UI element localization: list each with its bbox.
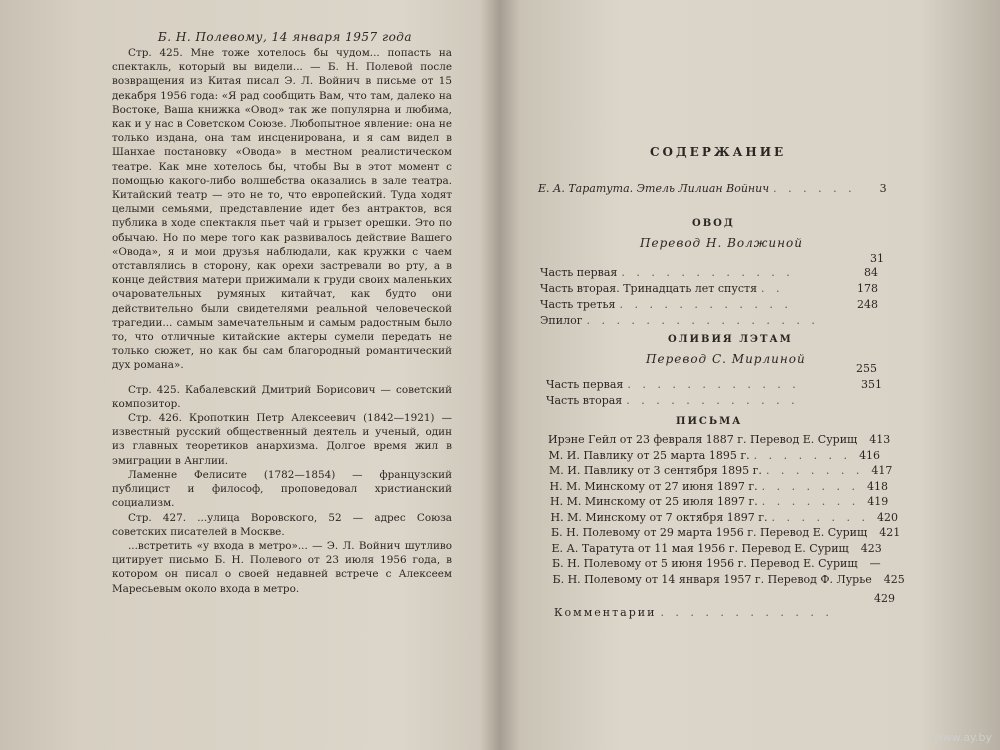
- toc-row: [546, 378, 882, 391]
- toc-leader: . . . . . . . . . . . .: [619, 298, 792, 311]
- section-heading-ovod: ОВОД: [692, 218, 735, 229]
- toc-page: 31: [870, 252, 884, 265]
- letter-toc-row: [551, 526, 901, 539]
- toc-page: 84: [864, 266, 878, 279]
- toc-leader: . . . . . . . . . . . .: [621, 266, 794, 279]
- toc-label: Б. Н. Полевому от 14 января 1957 г. Перевод Ф. Лурье: [552, 572, 872, 586]
- toc-label: Часть третья: [540, 298, 616, 311]
- toc-page: 417: [871, 464, 893, 477]
- toc-page: 423: [860, 541, 882, 555]
- toc-label: Н. М. Минскому от 25 июля 1897 г.: [550, 495, 758, 508]
- commentary-paragraph: ...встретить «у входа в метро»... — Э. Л. Войнич шутливо цитирует письмо Б. Н. Полевого от 23 июля 1956 года, в котором он писал о своей недавней встрече с Алексеем Маресьевым около входа в метро.: [112, 539, 452, 595]
- toc-leader: . . . . . . .: [765, 464, 864, 477]
- toc-leader: . . . . . . .: [771, 510, 869, 524]
- toc-leader: . . . . . . . . . . . . . . . .: [586, 314, 819, 327]
- toc-page: 429: [874, 592, 895, 605]
- toc-label: Е. А. Таратута от 11 мая 1956 г. Перевод Е. Сурищ: [551, 541, 849, 555]
- toc-label: Ирэне Гейл от 23 февраля 1887 г. Перевод Е. Сурищ: [548, 433, 858, 446]
- toc-page: 248: [857, 298, 878, 311]
- watermark: www.ay.by: [933, 731, 992, 744]
- toc-row: [540, 314, 878, 327]
- toc-page: 425: [883, 572, 905, 586]
- toc-row: [540, 298, 878, 311]
- toc-label: Б. Н. Полевому от 5 июня 1956 г. Перевод Е. Сурищ: [552, 557, 858, 570]
- toc-label: М. И. Павлику от 3 сентября 1895 г.: [549, 464, 762, 477]
- toc-label: Комментарии: [554, 606, 657, 619]
- toc-page: 419: [867, 495, 889, 508]
- toc-label: М. И. Павлику от 25 марта 1895 г.: [548, 448, 750, 462]
- toc-label: Б. Н. Полевому от 29 марта 1956 г. Перевод Е. Сурищ: [551, 526, 868, 539]
- toc-label: Е. А. Таратута. Этель Лилиан Войнич: [538, 182, 770, 195]
- right-page: [500, 0, 980, 750]
- toc-leader: . . . . . . . . . . . .: [626, 394, 799, 407]
- toc-page: 178: [857, 282, 878, 295]
- commentary-paragraph: Стр. 426. Кропоткин Петр Алексеевич (1842—1921) — известный русский общественный деятель и ученый, один из главных теоретиков анархизма. Долгое время жил в эмиграции в Англии.: [112, 412, 452, 467]
- toc-row: [540, 282, 878, 295]
- toc-page: 420: [877, 510, 898, 524]
- toc-row: [538, 182, 887, 195]
- commentary-paragraph: Ламенне Фелисите (1782—1854) — французский публицист и философ, проповедовал христианский социализм.: [112, 468, 452, 510]
- commentary-paragraph: Стр. 425. Кабалевский Дмитрий Борисович — советский композитор.: [112, 383, 452, 410]
- toc-page: 255: [856, 362, 877, 375]
- letter-toc-row: [550, 510, 898, 524]
- toc-row: [554, 606, 884, 619]
- left-page: [0, 0, 480, 750]
- contents-title: СОДЕРЖАНИЕ: [650, 145, 787, 159]
- toc-leader: . . . . . . .: [761, 479, 860, 493]
- commentary-text: [112, 46, 452, 596]
- toc-leader: . . . . . . . . . . . .: [660, 606, 833, 619]
- letter-toc-row: [548, 433, 891, 446]
- toc-page: 3: [879, 182, 887, 195]
- toc-label: Часть первая: [540, 266, 618, 279]
- toc-leader: . .: [761, 282, 784, 295]
- toc-label: Н. М. Минскому от 27 июня 1897 г.: [549, 479, 758, 493]
- translator-credit: Перевод Н. Волжиной: [640, 236, 803, 250]
- toc-leader: . . . . . . . . . . . .: [627, 378, 800, 391]
- toc-page: —: [869, 557, 881, 570]
- toc-leader: . . . . . . .: [761, 495, 860, 508]
- letter-toc-row: [549, 479, 889, 493]
- toc-page: 416: [859, 448, 881, 462]
- toc-page: 413: [869, 433, 891, 446]
- toc-leader: . . . . . .: [773, 182, 856, 195]
- letter-toc-row: [550, 495, 889, 508]
- page-running-header: Б. Н. Полевому, 14 января 1957 года: [157, 30, 413, 44]
- letter-toc-row: [549, 449, 881, 462]
- toc-page: 421: [879, 526, 901, 539]
- toc-row: [546, 394, 882, 407]
- toc-label: Эпилог: [540, 314, 583, 327]
- toc-page: 418: [867, 479, 889, 493]
- translator-credit: Перевод С. Мирлиной: [646, 352, 806, 366]
- toc-row: [540, 266, 878, 279]
- toc-label: Часть первая: [546, 378, 624, 391]
- section-heading-letters: ПИСЬМА: [676, 416, 743, 427]
- letter-toc-row: [549, 464, 893, 477]
- section-heading-olivia: ОЛИВИЯ ЛЭТАМ: [668, 334, 793, 345]
- toc-label: Часть вторая: [546, 394, 623, 407]
- toc-leader: . . . . . . .: [753, 448, 852, 462]
- letter-toc-row: [552, 557, 880, 570]
- toc-page: 351: [861, 378, 882, 391]
- letter-toc-row: [552, 542, 881, 555]
- letter-toc-row: [552, 572, 905, 586]
- commentary-paragraph: Стр. 427. ...улица Воровского, 52 — адрес Союза советских писателей в Москве.: [112, 511, 452, 538]
- toc-label: Часть вторая. Тринадцать лет спустя: [540, 282, 758, 295]
- toc-label: Н. М. Минскому от 7 октября 1897 г.: [550, 510, 768, 524]
- commentary-paragraph: Стр. 425. Мне тоже хотелось бы чудом... попасть на спектакль, который вы видели... — Б. Н. Полевой после возвращения из Китая писал Э. Л. Войнич в письме от 15 декабря 1956 года: «Я рад сообщить Вам, что там, далеко на Востоке, Ваша книжка «Овод» так же популярна и любима, как и у нас в Советском Союзе. Любопытное явление: она не только издана, она там инсценирована, и я сам видел в Шанхае постановку «Овода» в местном реалистическом театре. Как мне хотелось бы, чтобы Вы в этот момент с помощью какого-либо волшебства оказались в зале театра. Китайский театр — это не то, что европейский. Туда ходят целыми семьями, представление идет без антрактов, вся публика в ходе спектакля пьет чай и грызет орешки. Это по обычаю. Но по мере того как развивалось действие Вашего «Овода», я и мои друзья наблюдали, как кружки с чаем отставлялись в сторону, как орехи застревали во рту, а в конце действия матери прижимали к груди своих маленьких очаровательных румяных китайчат, как будто они действительно были свидетелями реальной человеческой трагедии... самым замечательным и самым радостным было то, что отличные китайские актеры сумели передать не только сюжет, но как бы сам благородный романтический дух романа».: [112, 47, 452, 372]
